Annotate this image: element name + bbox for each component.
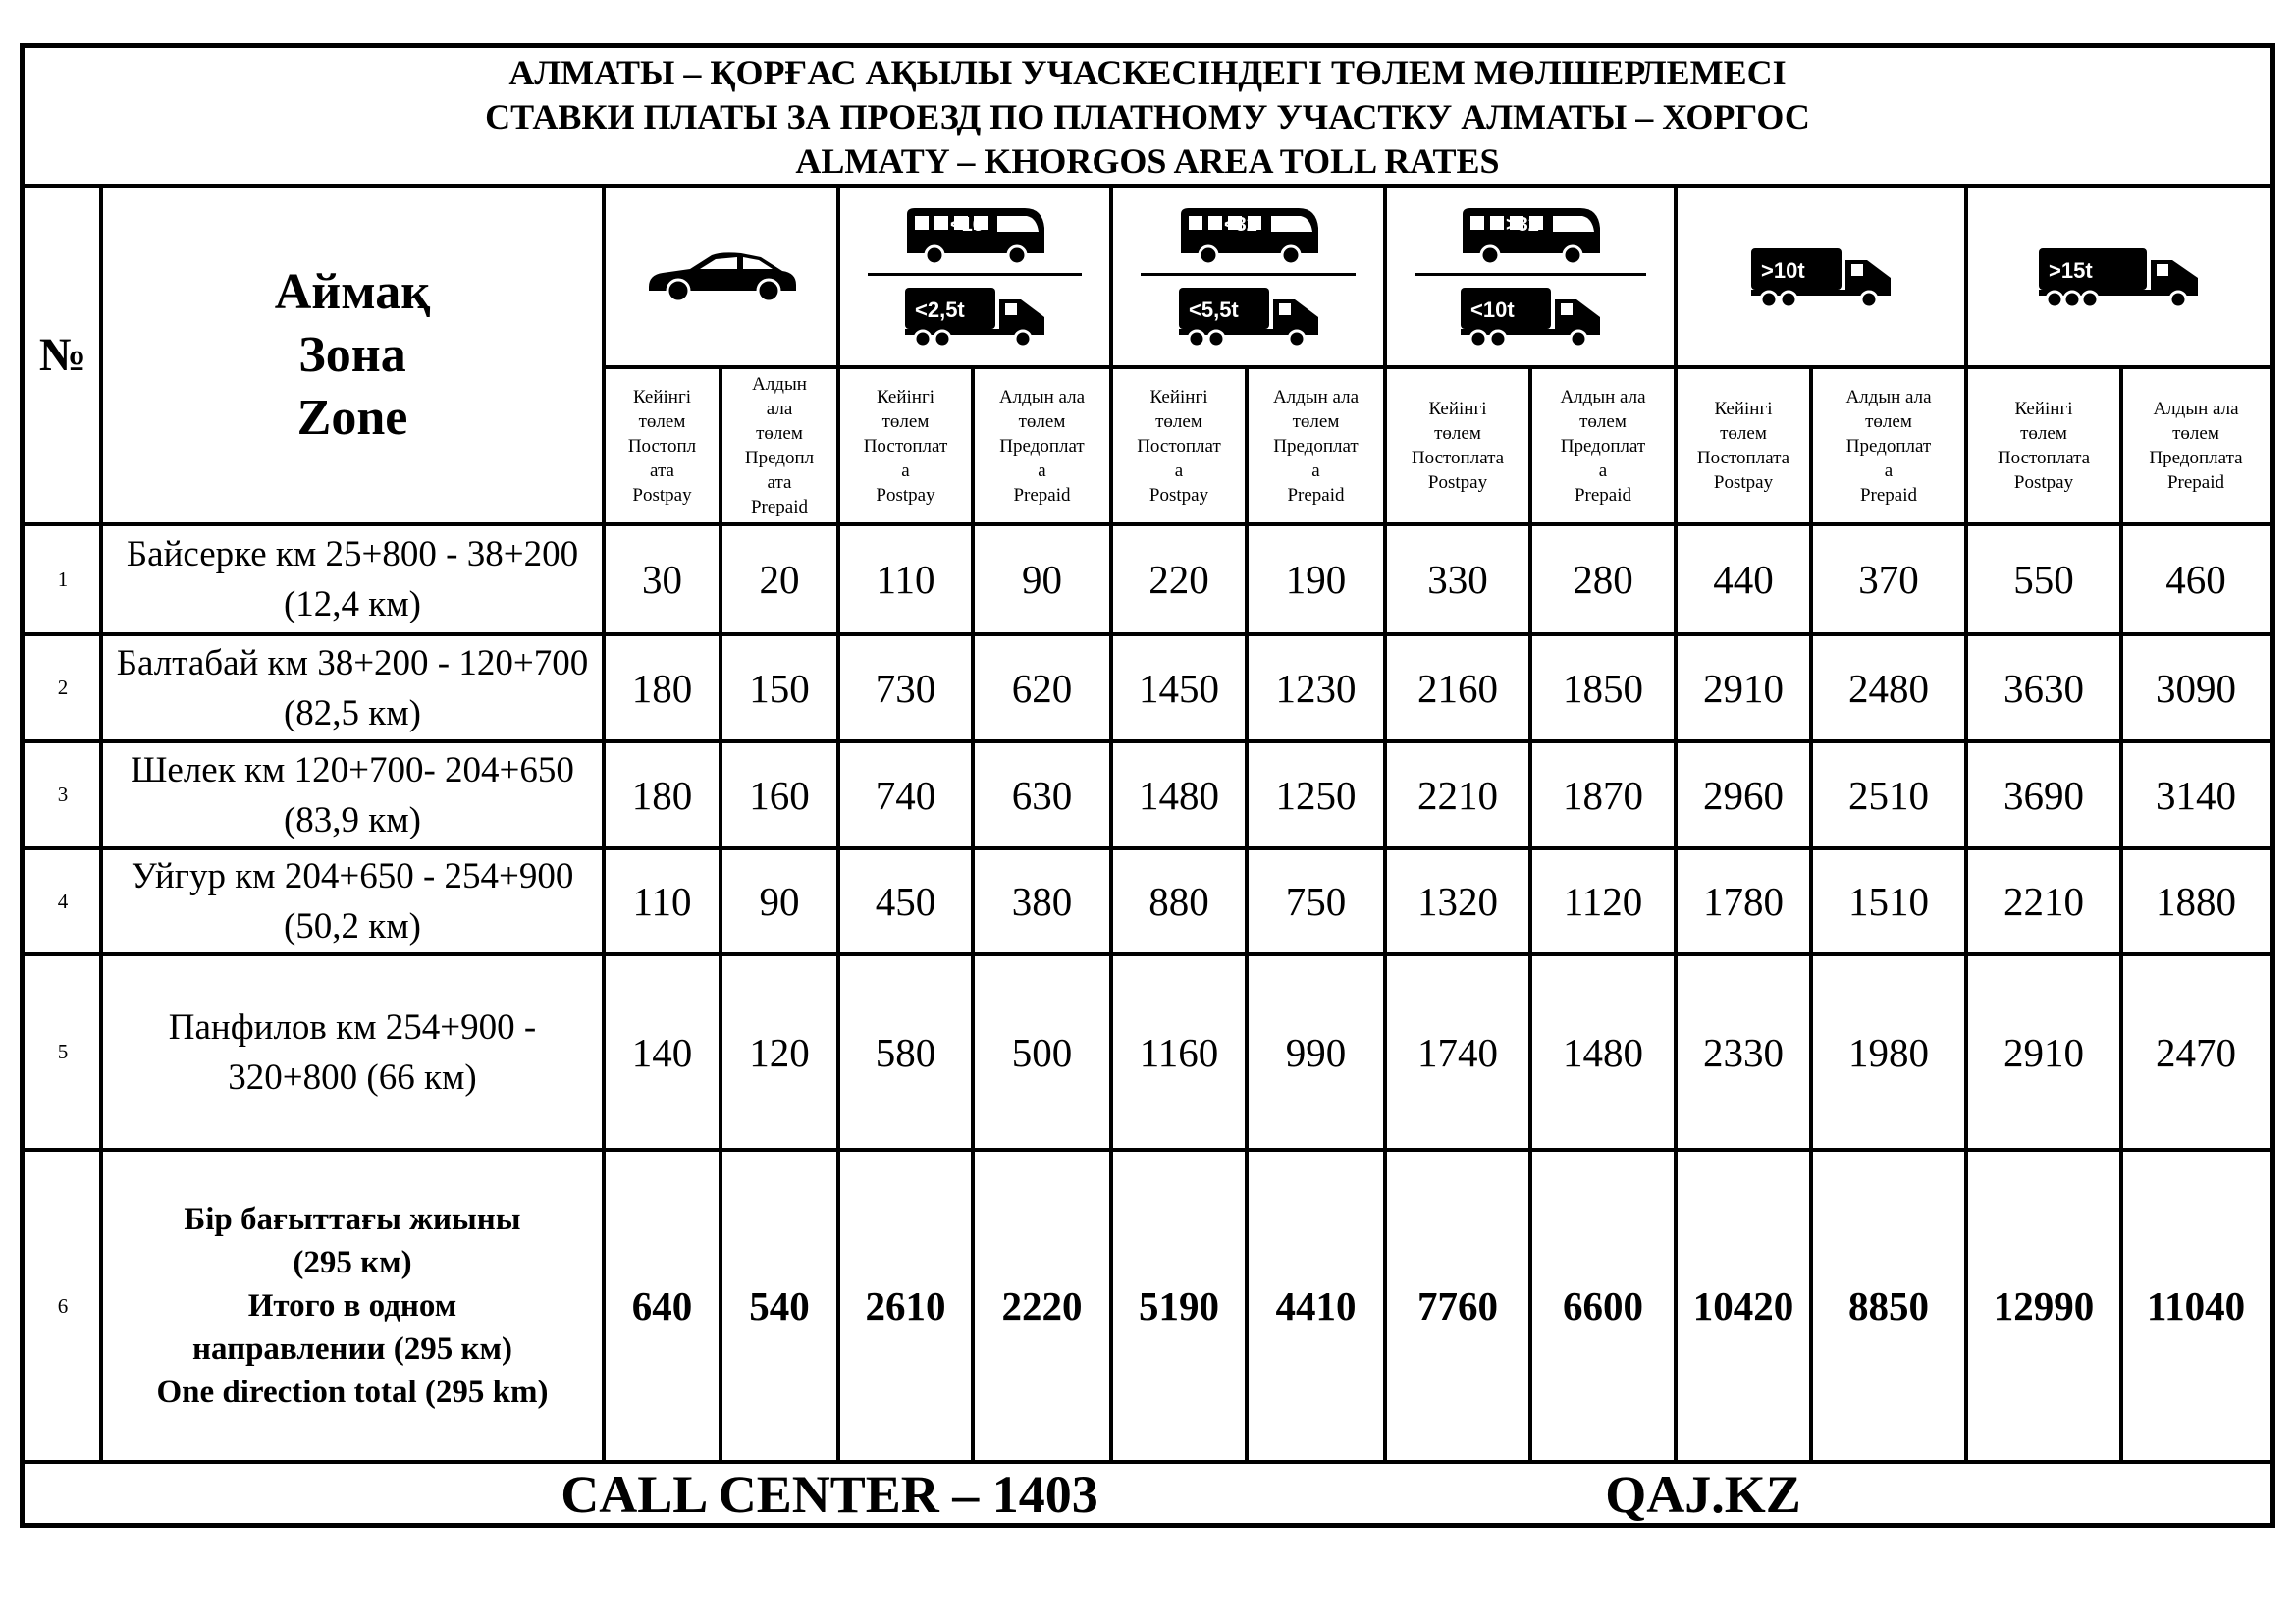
payment-header-line: Postpay — [2013, 472, 2074, 493]
zone-name: Балтабай км 38+200 - 120+700 (82,5 км) — [116, 642, 589, 733]
prepaid-header — [1247, 367, 1385, 524]
rate-value: 630 — [1011, 772, 1073, 818]
rate-value: 370 — [1858, 557, 1919, 602]
payment-header-line: Предоплат — [1560, 435, 1646, 457]
total-label-line: (295 км) — [293, 1245, 412, 1280]
rate-value: 30 — [642, 557, 682, 602]
zone-name: Байсерке км 25+800 - 38+200 (12,4 км) — [126, 534, 579, 624]
total-value: 6600 — [1563, 1283, 1643, 1328]
payment-header-line: Prepaid — [750, 497, 809, 517]
payment-header-line: төлем — [638, 410, 686, 432]
total-value: 10420 — [1692, 1283, 1794, 1328]
rate-value: 220 — [1148, 557, 1209, 602]
website: QAJ.KZ — [1605, 1465, 1801, 1524]
rate-value: 3140 — [2156, 772, 2236, 818]
total-value: 2220 — [1001, 1283, 1083, 1328]
rate-value: 740 — [875, 772, 936, 818]
bus-capacity-label: <16 — [950, 214, 984, 236]
vehicle-class-2 — [838, 186, 1111, 367]
zone-header-line: Зона — [298, 326, 406, 383]
total-value: 5190 — [1139, 1283, 1219, 1328]
payment-header-line: Постоплат — [1137, 435, 1221, 457]
total-label-line: Бір бағыттағы жиыны — [184, 1202, 521, 1237]
payment-header-line: Prepaid — [1574, 484, 1632, 506]
zone-name: Уйгур км 204+650 - 254+900 (50,2 км) — [131, 856, 574, 947]
rate-value: 1320 — [1417, 879, 1498, 924]
postpay-header — [1966, 367, 2121, 524]
zone-name: Шелек км 120+700- 204+650 (83,9 км) — [131, 749, 574, 840]
payment-header-line: Prepaid — [1287, 484, 1345, 506]
rate-value: 2910 — [1703, 665, 1784, 711]
vehicle-class-3 — [1111, 186, 1385, 367]
vehicle-class-6 — [1966, 186, 2270, 367]
row-number: 5 — [57, 1040, 69, 1063]
prepaid-header — [1811, 367, 1966, 524]
payment-header-line: Предоплат — [1845, 435, 1932, 457]
total-label-line: One direction total (295 km) — [156, 1375, 549, 1410]
vehicle-class-1 — [604, 186, 838, 367]
bus-and-truck-icon — [868, 204, 1082, 349]
total-value: 2610 — [865, 1283, 946, 1328]
rate-value: 1880 — [2156, 879, 2236, 924]
truck-weight-label: <2,5t — [915, 298, 965, 322]
rate-value: 1230 — [1275, 665, 1357, 711]
total-value: 12990 — [1993, 1283, 2095, 1328]
payment-header-line: Кейінгі — [632, 386, 692, 407]
payment-header-line: төлем — [1434, 423, 1481, 444]
payment-header-line: төлем — [881, 410, 930, 432]
rate-value: 880 — [1148, 879, 1209, 924]
rate-value: 150 — [749, 665, 810, 711]
row-number: 2 — [57, 676, 69, 699]
zone-header-line: Аймақ — [274, 263, 431, 320]
payment-header-line: Prepaid — [1859, 484, 1918, 506]
rate-value: 1480 — [1139, 772, 1219, 818]
row-number: 4 — [57, 889, 69, 913]
payment-header-line: Постоплата — [1411, 448, 1505, 468]
rate-value: 3630 — [2003, 665, 2084, 711]
total-value: 7760 — [1417, 1283, 1498, 1328]
payment-header-line: ата — [767, 472, 792, 493]
payment-header-line: Алдын ала — [1272, 386, 1360, 407]
payment-header-line: төлем — [756, 423, 803, 444]
rate-value: 190 — [1285, 557, 1347, 602]
rate-value: 730 — [875, 665, 936, 711]
truck-weight-label: <5,5t — [1188, 298, 1239, 322]
truck-weight-label: >10t — [1761, 257, 1805, 283]
prepaid-header — [721, 367, 838, 524]
payment-header-line: Prepaid — [1013, 484, 1071, 506]
divider — [1141, 273, 1356, 276]
bus-capacity-label: <32 — [1223, 214, 1257, 236]
payment-header-line: а — [1598, 460, 1608, 481]
total-value: 11040 — [2146, 1283, 2246, 1328]
total-value: 540 — [749, 1283, 810, 1328]
semi-truck-icon — [2035, 244, 2202, 309]
payment-header-line: Кейінгі — [1428, 399, 1487, 419]
vehicle-class-5 — [1676, 186, 1966, 367]
row-number: 1 — [57, 567, 69, 591]
rate-value: 330 — [1427, 557, 1488, 602]
payment-header-line: Postpay — [1427, 472, 1488, 493]
payment-header-line: ала — [766, 399, 793, 419]
rate-value: 110 — [876, 557, 935, 602]
payment-header-line: а — [1174, 460, 1184, 481]
sheet-title — [25, 48, 2270, 186]
rate-value: 20 — [759, 557, 800, 602]
payment-header-line: Предоплат — [1273, 435, 1359, 457]
rate-value: 1510 — [1848, 879, 1929, 924]
title-en: ALMATY – KHORGOS AREA TOLL RATES — [795, 140, 1500, 181]
rate-value: 2160 — [1417, 665, 1498, 711]
call-center: CALL CENTER – 1403 — [561, 1465, 1098, 1524]
postpay-header — [1111, 367, 1247, 524]
payment-header-line: Постоплат — [863, 435, 948, 457]
rate-value: 1740 — [1417, 1029, 1498, 1075]
number-header: № — [38, 329, 87, 381]
rate-value: 1120 — [1563, 879, 1643, 924]
payment-header-line: төлем — [1865, 410, 1912, 432]
rate-value: 3090 — [2156, 665, 2236, 711]
payment-header-line: а — [1311, 460, 1320, 481]
rate-value: 1780 — [1703, 879, 1784, 924]
bus-and-truck-icon — [1141, 204, 1356, 349]
rate-value: 140 — [631, 1029, 693, 1075]
rate-value: 1450 — [1139, 665, 1219, 711]
payment-header-line: Кейінгі — [1149, 386, 1208, 407]
rate-value: 90 — [1022, 557, 1062, 602]
divider — [868, 273, 1082, 276]
divider — [1415, 273, 1646, 276]
truck-icon — [1747, 244, 1895, 309]
truck-weight-label: <10t — [1470, 298, 1515, 322]
rate-value: 180 — [631, 772, 693, 818]
total-value: 8850 — [1848, 1283, 1929, 1328]
rate-value: 580 — [875, 1029, 936, 1075]
row-number: 6 — [57, 1293, 69, 1318]
prepaid-header — [2121, 367, 2270, 524]
postpay-header — [838, 367, 973, 524]
payment-header-line: төлем — [1018, 410, 1066, 432]
payment-header-line: төлем — [1720, 423, 1767, 444]
payment-header-line: Кейінгі — [2014, 399, 2073, 419]
payment-header-line: Предоплата — [2149, 448, 2243, 468]
rate-value: 450 — [875, 879, 936, 924]
rate-value: 2960 — [1703, 772, 1784, 818]
postpay-header — [1676, 367, 1811, 524]
zone-header — [101, 186, 604, 524]
car-icon — [643, 247, 800, 306]
rate-value: 1870 — [1563, 772, 1643, 818]
payment-header-line: төлем — [2172, 423, 2219, 444]
rate-value: 750 — [1285, 879, 1347, 924]
title-ru: СТАВКИ ПЛАТЫ ЗА ПРОЕЗД ПО ПЛАТНОМУ УЧАСТКУ АЛМАТЫ – ХОРГОС — [485, 96, 1810, 136]
rate-value: 550 — [2013, 557, 2074, 602]
postpay-header — [604, 367, 721, 524]
payment-header-line: Postpay — [1713, 472, 1774, 493]
rate-value: 2510 — [1848, 772, 1929, 818]
rate-value: 2480 — [1848, 665, 1929, 711]
rate-value: 2470 — [2156, 1029, 2236, 1075]
payment-header-line: ата — [650, 460, 674, 481]
payment-header-line: а — [1038, 460, 1046, 481]
payment-header-line: төлем — [1155, 410, 1202, 432]
rate-value: 460 — [2165, 557, 2226, 602]
postpay-header — [1385, 367, 1530, 524]
rate-value: 2910 — [2003, 1029, 2084, 1075]
payment-header-line: Postpay — [1148, 484, 1209, 506]
payment-header-line: Алдын ала — [1560, 386, 1646, 407]
rate-value: 2330 — [1703, 1029, 1784, 1075]
payment-header-line: Постоплата — [1696, 448, 1790, 468]
truck-weight-label: >15t — [2049, 257, 2093, 283]
prepaid-header — [1530, 367, 1676, 524]
bus-and-truck-icon — [1415, 204, 1646, 349]
rate-value: 1980 — [1848, 1029, 1929, 1075]
payment-header-line: төлем — [1579, 410, 1627, 432]
rate-value: 990 — [1285, 1029, 1347, 1075]
vehicle-class-4 — [1385, 186, 1676, 367]
payment-header-line: Prepaid — [2166, 472, 2225, 493]
rate-value: 90 — [759, 879, 800, 924]
payment-header-line: Алдын ала — [998, 386, 1086, 407]
rate-value: 380 — [1011, 879, 1073, 924]
title-kz: АЛМАТЫ – ҚОРҒАС АҚЫЛЫ УЧАСКЕСІНДЕГІ ТӨЛЕМ МӨЛШЕРЛЕМЕСІ — [508, 52, 1787, 92]
rate-value: 1850 — [1563, 665, 1643, 711]
rate-value: 1160 — [1139, 1029, 1219, 1075]
row-number: 3 — [57, 783, 69, 806]
rate-value: 2210 — [2003, 879, 2084, 924]
rate-value: 1480 — [1563, 1029, 1643, 1075]
rate-value: 440 — [1713, 557, 1774, 602]
payment-header-line: Постоплата — [1997, 448, 2091, 468]
payment-header-line: а — [1884, 460, 1894, 481]
payment-header-line: Постопл — [627, 435, 697, 457]
rate-value: 280 — [1573, 557, 1633, 602]
total-value: 640 — [631, 1283, 693, 1328]
toll-rate-sheet — [20, 43, 2275, 1528]
rate-value: 180 — [631, 665, 693, 711]
zone-name: Панфилов км 254+900 - 320+800 (66 км) — [168, 1006, 537, 1098]
rate-value: 3690 — [2003, 772, 2084, 818]
total-label — [101, 1150, 604, 1462]
payment-header-line: а — [901, 460, 910, 481]
rate-value: 160 — [749, 772, 810, 818]
payment-header-line: Предопл — [744, 448, 815, 468]
rate-value: 120 — [749, 1029, 810, 1075]
prepaid-header — [973, 367, 1111, 524]
total-value: 4410 — [1275, 1283, 1357, 1328]
payment-header-line: Алдын — [752, 374, 807, 395]
rate-value: 1250 — [1275, 772, 1357, 818]
payment-header-line: төлем — [2020, 423, 2067, 444]
total-label-line: направлении (295 км) — [191, 1331, 512, 1367]
payment-header-line: Postpay — [632, 484, 692, 506]
rate-value: 2210 — [1417, 772, 1498, 818]
payment-header-line: Алдын ала — [1845, 386, 1932, 407]
zone-header-line: Zone — [296, 389, 408, 446]
payment-header-line: Предоплат — [999, 435, 1085, 457]
payment-header-line: Алдын ала — [2153, 399, 2239, 419]
payment-header-line: төлем — [1292, 410, 1340, 432]
rate-value: 110 — [632, 879, 692, 924]
payment-header-line: Postpay — [876, 484, 935, 506]
total-label-line: Итого в одном — [247, 1288, 457, 1324]
rate-value: 620 — [1011, 665, 1073, 711]
bus-capacity-label: >32 — [1506, 214, 1539, 236]
payment-header-line: Кейінгі — [1714, 399, 1773, 419]
rate-value: 500 — [1011, 1029, 1073, 1075]
payment-header-line: Кейінгі — [876, 386, 935, 407]
